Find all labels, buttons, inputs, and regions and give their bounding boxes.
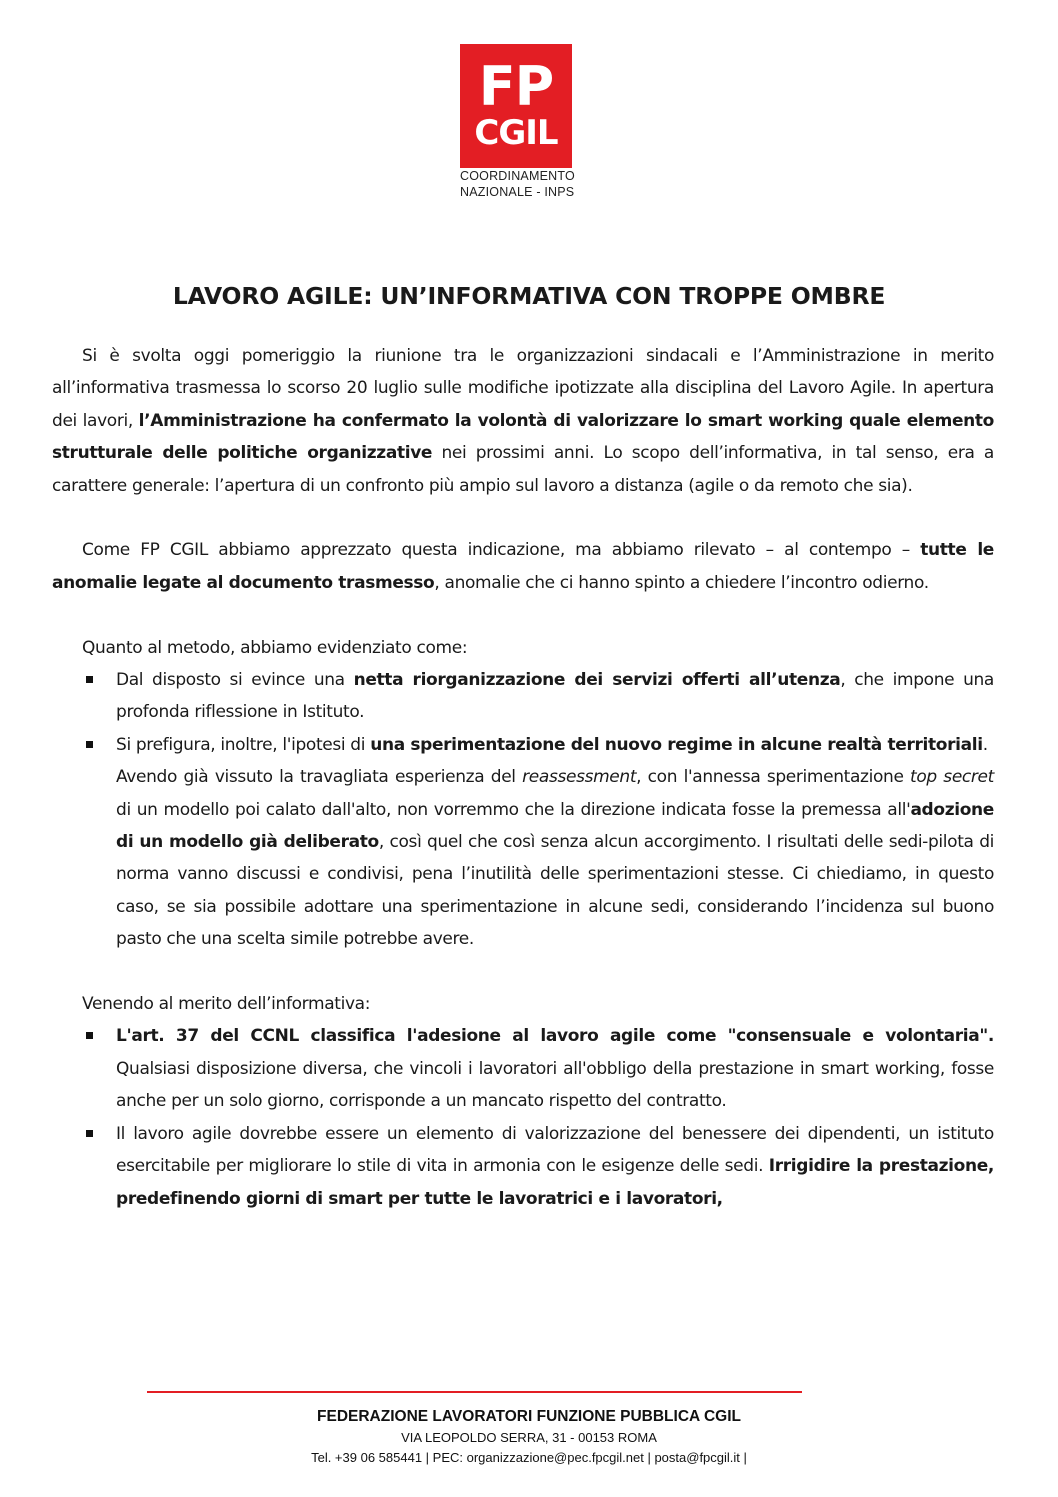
merit-list bbox=[52, 1020, 994, 1214]
item-text: Il lavoro agile dovrebbe essere un elemento di valorizzazione del benessere dei dipendenti, un istituto esercitabile per migliorare lo stile di vita in armonia con le esigenze delle sedi. bbox=[116, 1123, 994, 1177]
list-item bbox=[52, 664, 994, 729]
item-bold: una sperimentazione del nuovo regime in alcune realtà territoriali bbox=[370, 734, 983, 755]
logo-subtitle-1: COORDINAMENTO bbox=[460, 169, 575, 183]
item-bold: netta riorganizzazione dei servizi offerti all’utenza bbox=[353, 670, 841, 691]
footer-organization: FEDERAZIONE LAVORATORI FUNZIONE PUBBLICA CGIL bbox=[317, 1408, 741, 1425]
item-bold: L'art. 37 del CCNL classifica l'adesione al lavoro agile come "consensuale e volontaria". bbox=[116, 1026, 994, 1047]
footer-contacts: Tel. +39 06 585441 | PEC: organizzazione@pec.fpcgil.net | posta@fpcgil.it | bbox=[311, 1450, 747, 1465]
footer bbox=[0, 1406, 1058, 1468]
list-item bbox=[52, 729, 994, 956]
cont-text: , così quel che così senza alcun accorgimento. I risultati delle sedi-pilota di norma vanno discussi e condivisi, pena l’inutilità delle sperimentazioni stesse. Ci chiediamo, in questo caso, se sia possibile adottare una sperimentazione in alcune sedi, considerando l’incidenza sul buono pasto che una scelta simile potrebbe avere. bbox=[116, 832, 995, 950]
item-text: . bbox=[982, 734, 988, 755]
cont-italic: top secret bbox=[910, 767, 994, 788]
logo-cgil-text: CGIL bbox=[474, 113, 558, 153]
paragraph-2 bbox=[52, 534, 994, 599]
cont-text: di un modello poi calato dall'alto, non vorremmo che la direzione indicata fosse la premessa all' bbox=[116, 799, 911, 820]
p1-text-c: nei prossimi anni. Lo scopo dell’informativa, in tal senso, era a carattere generale: l’apertura di un confronto più ampio sul lavoro a distanza (agile o da remoto che sia). bbox=[52, 443, 994, 496]
fp-cgil-logo bbox=[460, 44, 588, 200]
item-text: Qualsiasi disposizione diversa, che vincoli i lavoratori all'obbligo della prestazione in smart working, fosse anche per un solo giorno, corrisponde a un mancato rispetto del contratto. bbox=[116, 1058, 994, 1112]
cont-text: Avendo già vissuto la travagliata esperienza del bbox=[116, 767, 523, 788]
logo-subtitle-2: NAZIONALE - INPS bbox=[460, 185, 575, 199]
logo-fp-text: FP bbox=[478, 55, 554, 118]
p2-text-a: Come FP CGIL abbiamo apprezzato questa indicazione, ma abbiamo rilevato – al contempo – bbox=[82, 540, 921, 561]
document-title: LAVORO AGILE: UN’INFORMATIVA CON TROPPE OMBRE bbox=[172, 282, 886, 310]
merit-intro: Venendo al merito dell’informativa: bbox=[82, 994, 371, 1015]
p1-text-a: Si è svolta oggi pomeriggio la riunione tra le organizzazioni sindacali e l’Amministrazione in merito all’informativa trasmessa lo scorso 20 luglio sulle modifiche ipotizzate alla disciplina del Lavoro Agile. In apertura dei lavori, bbox=[52, 346, 994, 431]
p2-text-c: , anomalie che ci hanno spinto a chiedere l’incontro odierno. bbox=[434, 572, 929, 593]
document-body bbox=[52, 340, 994, 1215]
item-bold: Irrigidire la prestazione, predefinendo giorni di smart per tutte le lavoratrici e i lavoratori, bbox=[116, 1156, 994, 1209]
cont-text: , con l'annessa sperimentazione bbox=[636, 767, 911, 788]
footer-address: VIA LEOPOLDO SERRA, 31 - 00153 ROMA bbox=[401, 1430, 657, 1445]
logo-red-box bbox=[460, 44, 572, 168]
cont-bold: adozione di un modello già deliberato bbox=[116, 799, 994, 853]
item-text: Dal disposto si evince una bbox=[116, 670, 354, 691]
p2-bold: tutte le anomalie legate al documento trasmesso bbox=[52, 540, 994, 593]
cont-italic: reassessment bbox=[522, 767, 637, 788]
p1-bold: l’Amministrazione ha confermato la volontà di valorizzare lo smart working quale elemento strutturale delle politiche organizzative bbox=[52, 410, 994, 464]
list-item bbox=[52, 1118, 994, 1215]
footer-divider bbox=[147, 1391, 802, 1393]
item-text: , che impone una profonda riflessione in Istituto. bbox=[116, 670, 994, 723]
item-text: Si prefigura, inoltre, l'ipotesi di bbox=[116, 734, 371, 755]
paragraph-1 bbox=[52, 340, 994, 502]
method-list bbox=[52, 664, 994, 956]
list-item bbox=[52, 1020, 994, 1117]
item-continuation bbox=[116, 761, 994, 955]
method-intro: Quanto al metodo, abbiamo evidenziato come: bbox=[82, 637, 468, 658]
